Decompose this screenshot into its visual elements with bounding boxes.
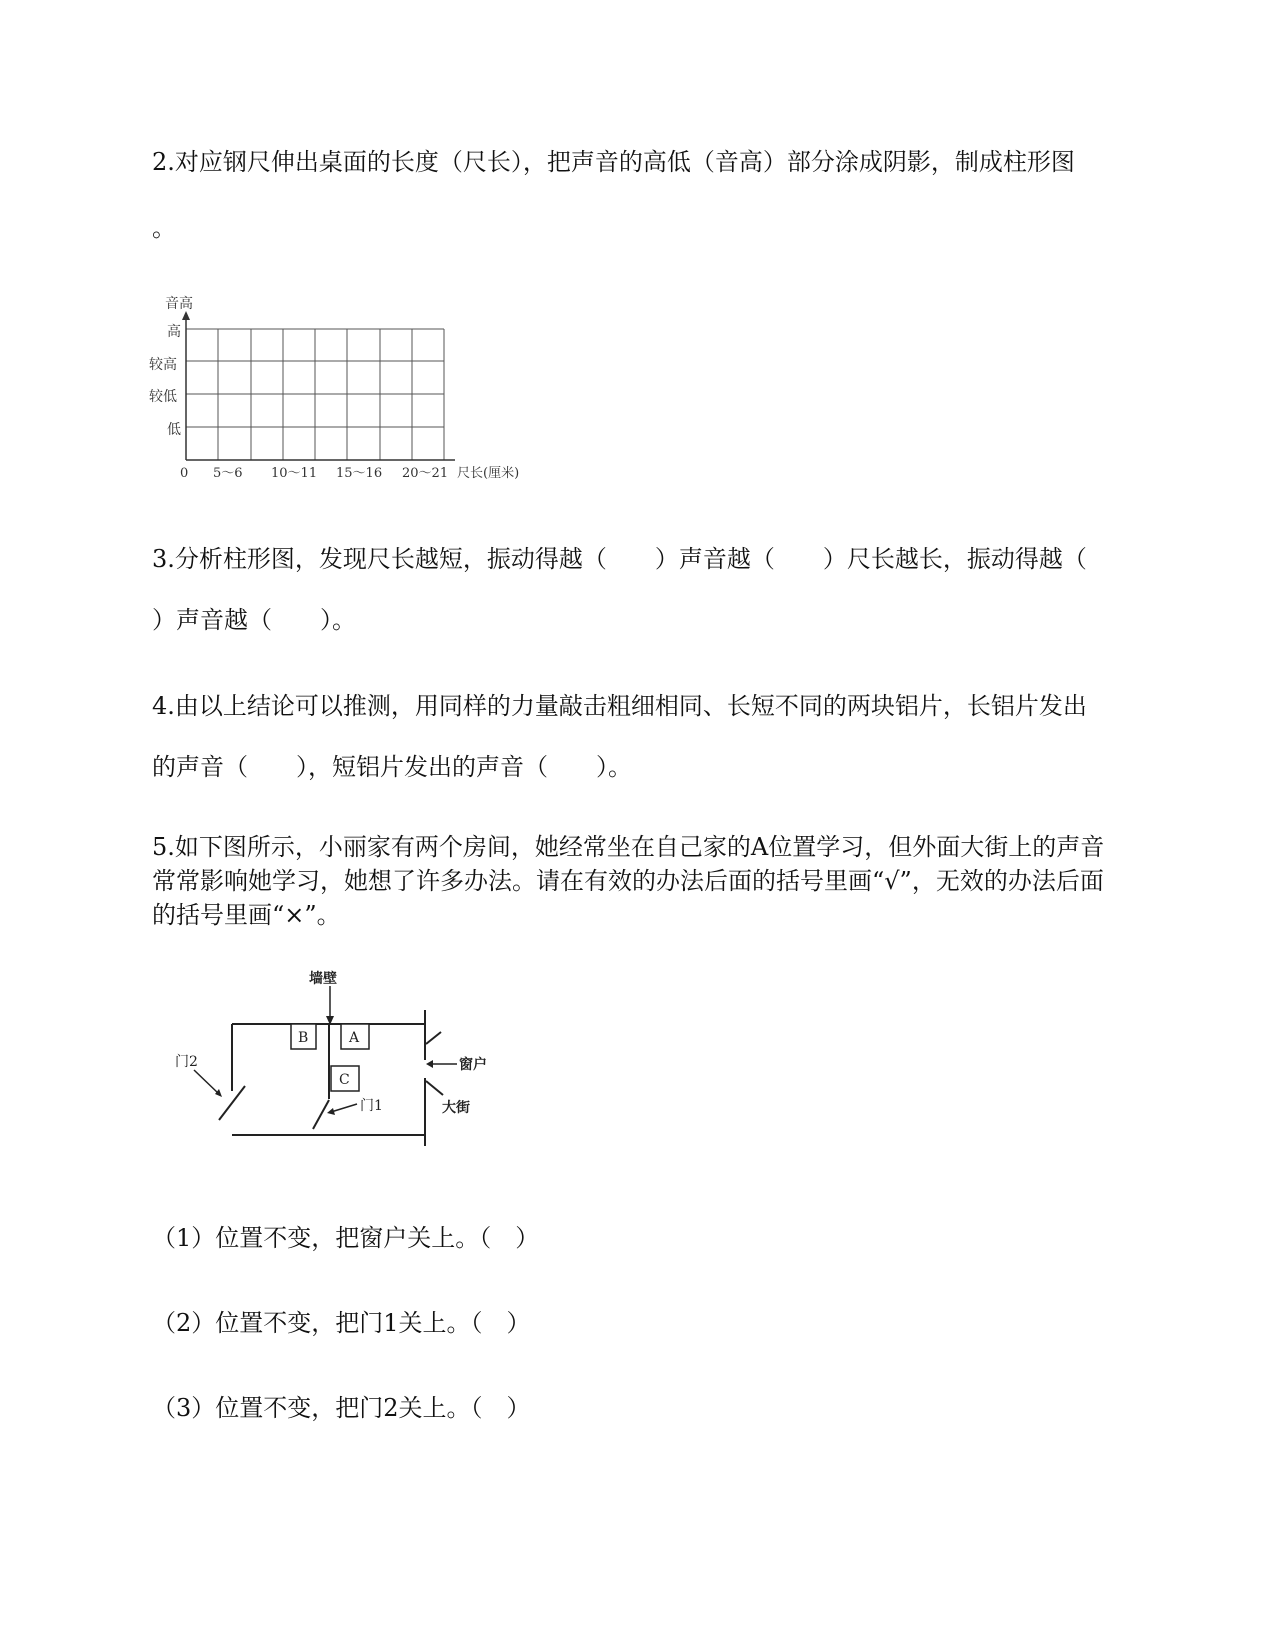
y-level-mid-high: 较高 [149,357,177,373]
question-5-text: 5.如下图所示，小丽家有两个房间，她经常坐在自己家的A位置学习，但外面大街上的声音常常影响她学习，她想了许多办法。请在有效的办法后面的括号里画“√”，无效的办法后面的括号里画“×”。 [152,833,1105,929]
doors [219,1086,329,1129]
street-label: 大街 [442,1100,470,1116]
y-level-low: 低 [167,422,181,438]
x-tick-label: 5～6 [213,466,243,481]
door-1-pointer [331,1104,357,1112]
y-level-high: 高 [167,324,181,340]
question-4-line-1: 4.由以上结论可以推测，用同样的力量敲击粗细相同、长短不同的两块铝片，长铝片发出 [152,692,1087,720]
question-3-line-1: 3.分析柱形图，发现尺长越短，振动得越（ ）声音越（ ）尺长越长，振动得越（ [152,545,1087,573]
y-axis-arrow-icon [182,311,190,320]
x-axis-title: 尺长(厘米) [457,466,520,481]
question-2-line-2: 。 [152,214,176,242]
pitch-length-chart [140,285,560,490]
x-tick-label: 10～11 [271,466,318,481]
question-2-line-1: 2.对应钢尺伸出桌面的长度（尺长），把声音的高低（音高）部分涂成阴影，制成柱形图 [152,148,1075,176]
window-label: 窗户 [459,1057,487,1073]
y-level-mid-low: 较低 [149,389,177,405]
door-1-label: 门1 [360,1098,383,1114]
window-arrowhead-icon [426,1060,433,1068]
door-1-arrowhead-icon [327,1108,335,1115]
question-3-line-2: ）声音越（ ）。 [152,606,356,634]
question-4-line-2: 的声音（ ），短铝片发出的声音（ ）。 [152,753,632,781]
option-3: （3）位置不变，把门2关上。（ ） [152,1394,531,1422]
door-2-label: 门2 [175,1054,198,1070]
x-tick-label: 15～16 [336,466,383,481]
seat-label-c: C [339,1072,350,1088]
seat-label-b: B [298,1030,309,1046]
chart-axes [186,313,455,460]
seat-label-a: A [349,1030,360,1046]
door-2-pointer [194,1070,219,1094]
wall-label: 墙壁 [309,971,337,987]
y-axis-title: 音高 [165,296,193,312]
x-tick-label: 20～21 [402,466,449,481]
x-origin-label: 0 [180,466,189,481]
chart-grid [186,329,444,460]
floor-plan-diagram [170,960,510,1150]
option-2: （2）位置不变，把门1关上。（ ） [152,1309,531,1337]
option-1: （1）位置不变，把窗户关上。（ ） [152,1224,540,1252]
